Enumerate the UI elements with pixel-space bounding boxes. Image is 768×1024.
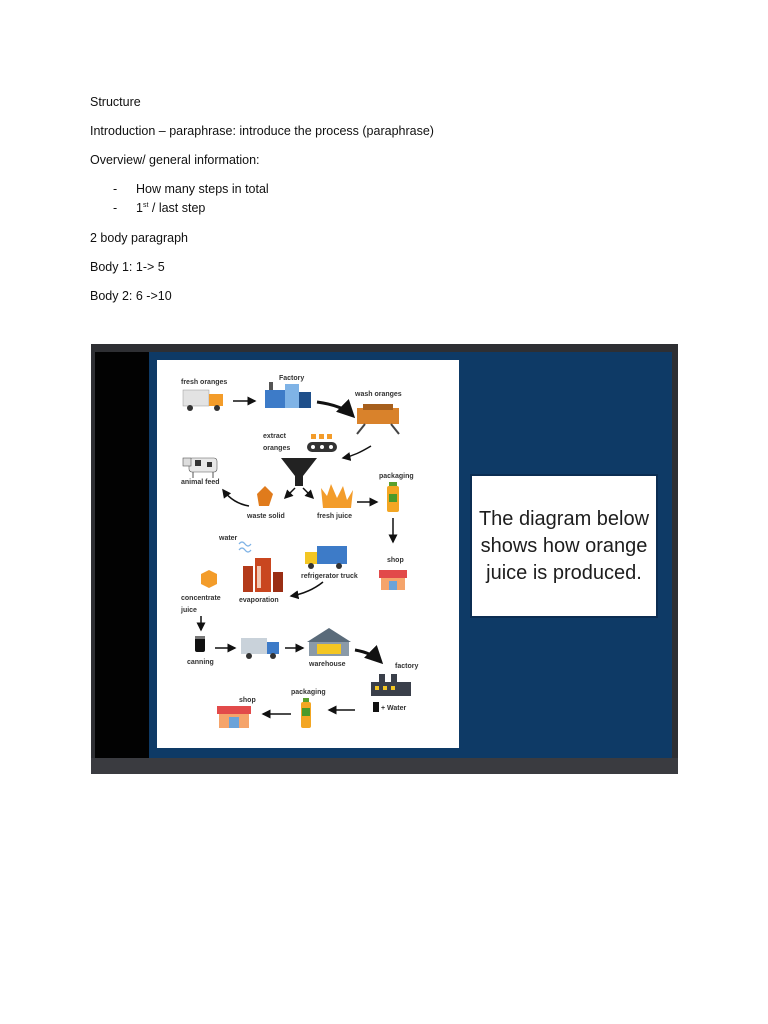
concentrate-hexagon-icon (201, 570, 217, 588)
label-animal-feed: animal feed (181, 479, 220, 486)
small-can-icon (373, 702, 379, 712)
waste-icon (257, 486, 273, 506)
label-water: water (219, 535, 238, 542)
label-refrigerator-truck: refrigerator truck (301, 573, 358, 580)
label-fresh-oranges: fresh oranges (181, 379, 228, 386)
process-diagram (157, 360, 459, 748)
bullet-text-pre: 1 (136, 201, 143, 215)
body-count-line: 2 body paragraph (90, 231, 188, 245)
bullet-dash: - (113, 182, 118, 196)
label-packaging-bottom: packaging (291, 689, 326, 696)
label-shop-bottom: shop (239, 697, 256, 704)
refrigerator-truck-icon (305, 546, 347, 569)
washing-machine-icon (357, 404, 399, 434)
label-fresh-juice: fresh juice (317, 513, 353, 520)
conveyor-icon (307, 434, 337, 452)
overview-line: Overview/ general information: (90, 153, 260, 167)
bullet-text (136, 200, 205, 216)
label-concentrate-1: concentrate (181, 595, 221, 602)
bullet-text: How many steps in total (136, 182, 269, 196)
body2-line: Body 2: 6 ->10 (90, 289, 172, 303)
ordinal-suffix: st (142, 201, 149, 209)
label-extract-2: oranges (263, 445, 291, 452)
body1-line: Body 1: 1-> 5 (90, 260, 165, 274)
process-diagram-graphic (157, 360, 459, 748)
funnel-icon (281, 458, 317, 486)
label-concentrate-2: juice (181, 607, 197, 614)
slide-caption-text: The diagram below shows how orange juice is produced. (478, 507, 650, 584)
slide-left-bar (95, 352, 149, 758)
label-warehouse: warehouse (309, 661, 346, 668)
can-icon (195, 636, 205, 652)
label-plus-water: + Water (381, 705, 407, 712)
heading-structure: Structure (90, 95, 141, 109)
juice-splash-icon (321, 484, 353, 508)
bullet-dash: - (113, 201, 118, 215)
label-waste-solid: waste solid (247, 513, 285, 520)
intro-line: Introduction – paraphrase: introduce the process (paraphrase) (90, 124, 434, 138)
label-extract-1: extract (263, 433, 286, 440)
warehouse-icon (307, 628, 351, 656)
slide-caption-box (470, 474, 658, 618)
label-wash-oranges: wash oranges (355, 391, 402, 398)
juice-bottle-icon (387, 482, 399, 512)
bullet-text-post: / last step (148, 201, 206, 215)
shop-icon (379, 570, 407, 590)
label-factory-top: Factory (279, 375, 305, 382)
factory-icon (265, 382, 311, 408)
juice-bottle-bottom-icon (301, 698, 311, 728)
steam-icon (239, 542, 251, 552)
label-packaging-top: packaging (379, 473, 414, 480)
factory-bottom-icon (371, 674, 411, 696)
label-shop-mid: shop (387, 557, 404, 564)
label-evaporation: evaporation (239, 597, 279, 604)
embedded-slide-screenshot (91, 344, 678, 774)
evaporation-plant-icon (243, 558, 283, 592)
cow-icon (183, 458, 217, 478)
delivery-truck-icon (183, 390, 223, 411)
slide-bottom-bar (91, 758, 678, 774)
shop-bottom-icon (217, 706, 251, 728)
transport-truck-icon (241, 638, 279, 659)
label-canning: canning (187, 659, 214, 666)
label-factory-bottom: factory (395, 663, 419, 670)
